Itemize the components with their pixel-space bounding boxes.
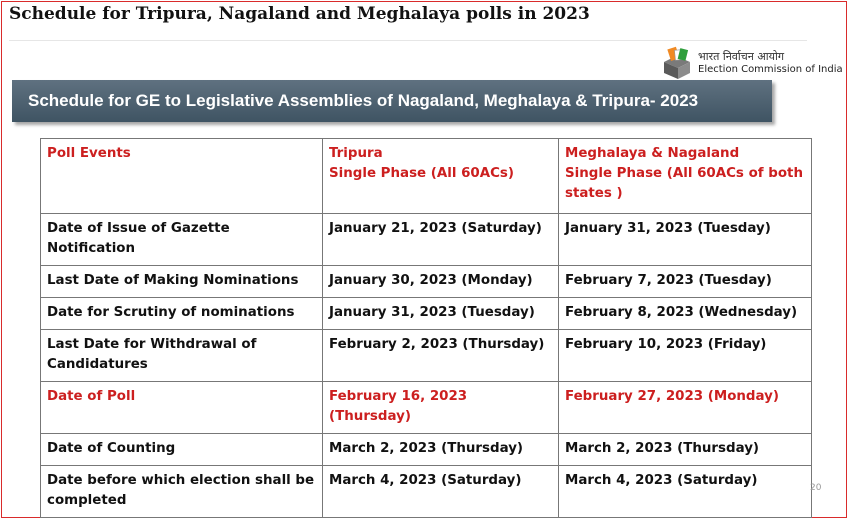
slide-heading: Schedule for GE to Legislative Assemblies of Nagaland, Meghalaya & Tripura- 2023 <box>28 91 699 110</box>
meghalaya-nagaland-date-cell: March 4, 2023 (Saturday) <box>559 466 812 518</box>
event-cell: Date for Scrutiny of nominations <box>41 298 323 330</box>
header-meghalaya-nagaland: Meghalaya & Nagaland Single Phase (All 60ACs of both states ) <box>559 139 812 214</box>
tripura-date-cell: February 16, 2023 (Thursday) <box>323 382 559 434</box>
table-row <box>41 298 812 330</box>
eci-hindi-name: भारत निर्वाचन आयोग <box>698 50 785 63</box>
slide-page-number: 20 <box>810 483 822 493</box>
table-header-row <box>41 139 812 214</box>
event-cell: Date of Poll <box>41 382 323 434</box>
tripura-date-cell: March 4, 2023 (Saturday) <box>323 466 559 518</box>
event-cell: Last Date for Withdrawal of Candidatures <box>41 330 323 382</box>
tripura-date-cell: February 2, 2023 (Thursday) <box>323 330 559 382</box>
meghalaya-nagaland-date-cell: February 8, 2023 (Wednesday) <box>559 298 812 330</box>
tripura-date-cell: January 21, 2023 (Saturday) <box>323 214 559 266</box>
table-row <box>41 434 812 466</box>
meghalaya-nagaland-date-cell: January 31, 2023 (Tuesday) <box>559 214 812 266</box>
event-cell: Date of Counting <box>41 434 323 466</box>
header-tripura: Tripura Single Phase (All 60ACs) <box>323 139 559 214</box>
title-divider <box>9 40 807 41</box>
table-row <box>41 330 812 382</box>
ballot-box-icon <box>662 46 692 80</box>
table-row-poll-date <box>41 382 812 434</box>
tripura-date-cell: March 2, 2023 (Thursday) <box>323 434 559 466</box>
eci-english-name: Election Commission of India <box>698 64 843 75</box>
table-row <box>41 266 812 298</box>
page-title: Schedule for Tripura, Nagaland and Meghalaya polls in 2023 <box>9 4 590 24</box>
slide-banner <box>12 80 772 122</box>
event-cell: Last Date of Making Nominations <box>41 266 323 298</box>
event-cell: Date before which election shall be completed <box>41 466 323 518</box>
schedule-table <box>40 138 812 518</box>
meghalaya-nagaland-date-cell: February 7, 2023 (Tuesday) <box>559 266 812 298</box>
table-row <box>41 214 812 266</box>
event-cell: Date of Issue of Gazette Notification <box>41 214 323 266</box>
tripura-date-cell: January 30, 2023 (Monday) <box>323 266 559 298</box>
tripura-date-cell: January 31, 2023 (Tuesday) <box>323 298 559 330</box>
meghalaya-nagaland-date-cell: February 10, 2023 (Friday) <box>559 330 812 382</box>
header-poll-events: Poll Events <box>41 139 323 214</box>
meghalaya-nagaland-date-cell: March 2, 2023 (Thursday) <box>559 434 812 466</box>
table-row <box>41 466 812 518</box>
meghalaya-nagaland-date-cell: February 27, 2023 (Monday) <box>559 382 812 434</box>
